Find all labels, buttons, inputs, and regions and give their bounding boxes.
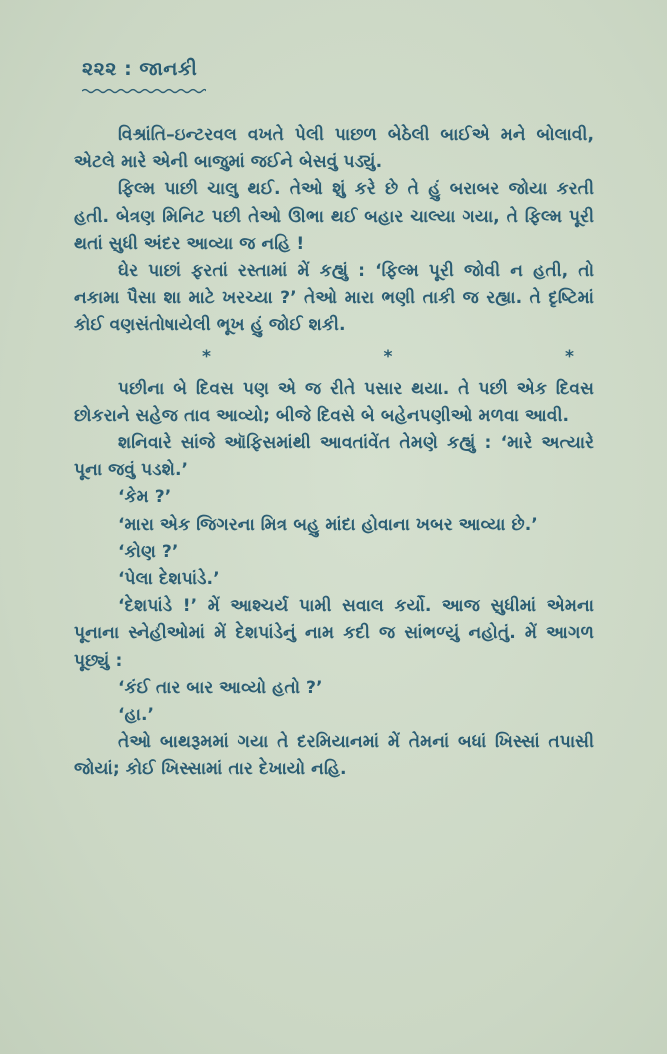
header-separator: : (124, 58, 133, 80)
paragraph: શનિવારે સાંજે ઑફિસમાંથી આવતાંવેંત તેમણે કહ્યું : ‘મારે અત્યારે પૂના જવું પડશે.’ (74, 433, 594, 481)
running-header (82, 58, 197, 80)
section-break (74, 340, 594, 370)
paragraph: પછીના બે દિવસ પણ એ જ રીતે પસાર થયા. તે પછી એક દિવસ છોકરાને સહેજ તાવ આવ્યો; બીજે દિવસે બે બહેનપણીઓ મળવા આવી. (74, 378, 594, 426)
paragraph: ફિલ્મ પાછી ચાલુ થઈ. તેઓ શું કરે છે તે હું બરાબર જોયા કરતી હતી. બેત્રણ મિનિટ પછી તેઓ ઊભા થઈ બહાર ચાલ્યા ગયા, તે ફિલ્મ પૂરી થતાં સુધી અંદર આવ્યા જ નહિ ! (74, 179, 594, 254)
dialogue-line: ‘કંઈ તાર બાર આવ્યો હતો ?’ (118, 677, 323, 698)
wavy-rule-ornament (82, 88, 206, 94)
paragraph: ‘દેશપાંડે !’ મેં આશ્ચર્ય પામી સવાલ કર્યો. આજ સુધીમાં એમના પૂનાના સ્નેહીઓમાં મેં દેશપાંડેનું નામ કદી જ સાંભળ્યું નહોતું. મેં આગળ પૂછ્યું : (74, 596, 594, 671)
running-title: જાનકી (139, 58, 198, 80)
page-number: ૨૨૨ (82, 58, 117, 80)
body-text (74, 122, 594, 784)
dialogue-line: ‘હા.’ (118, 705, 155, 726)
dialogue-line: ‘પેલા દેશપાંડે.’ (118, 569, 220, 590)
paragraph: વિશ્રાંતિ–ઇન્ટરવલ વખતે પેલી પાછળ બેઠેલી બાઈએ મને બોલાવી, એટલે મારે એની બાજુમાં જઈને બેસવું પડ્યું. (74, 125, 594, 173)
section-break-star: * (383, 346, 393, 367)
section-break-star: * (202, 346, 211, 367)
dialogue-line: ‘મારા એક જિગરના મિત્ર બહુ માંદા હોવાના ખબર આવ્યા છે.’ (118, 514, 538, 535)
dialogue-line: ‘કોણ ?’ (118, 541, 179, 562)
paragraph: તેઓ બાથરૂમમાં ગયા તે દરમિયાનમાં મેં તેમનાં બધાં ખિસ્સાં તપાસી જોયાં; કોઈ ખિસ્સામાં તાર દેખાયો નહિ. (74, 732, 594, 780)
dialogue-line: ‘કેમ ?’ (118, 487, 172, 508)
paragraph: ઘેર પાછાં ફરતાં રસ્તામાં મેં કહ્યું : ‘ફિલ્મ પૂરી જોવી ન હતી, તો નકામા પૈસા શા માટે ખરચ્યા ?’ તેઓ મારા ભણી તાકી જ રહ્યા. તે દૃષ્ટિમાં કોઈ વણસંતોષાયેલી ભૂખ હું જોઈ શકી. (74, 261, 594, 336)
section-break-star: * (565, 346, 574, 367)
